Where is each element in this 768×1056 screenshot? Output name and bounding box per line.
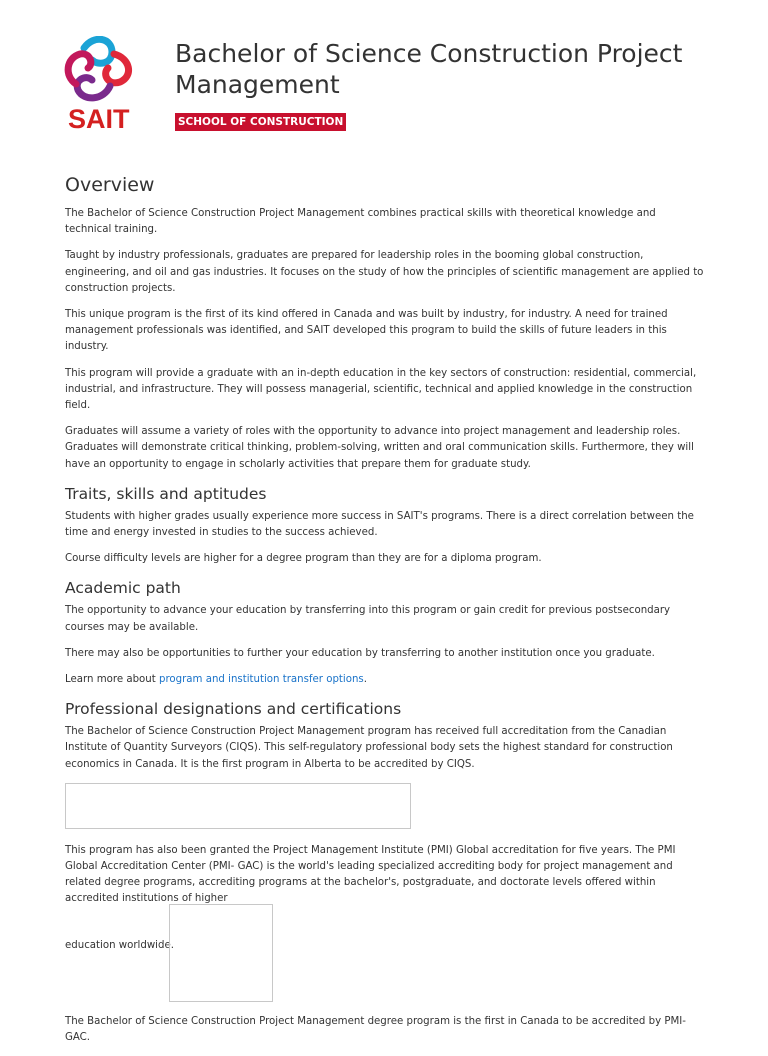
overview-paragraph: Taught by industry professionals, graduates are prepared for leadership roles in the booming global construction, engineering, and oil and gas industries. It focuses on the study of how the principles of scientific management are applied to construction projects. xyxy=(65,250,704,294)
traits-paragraph: Course difficulty levels are higher for a degree program than they are for a diploma program. xyxy=(65,553,542,565)
academic-path-heading: Academic path xyxy=(65,579,181,598)
designations-heading: Professional designations and certifications xyxy=(65,700,402,719)
learn-more-line xyxy=(65,672,705,688)
learn-more-suffix: . xyxy=(363,674,367,686)
overview-heading: Overview xyxy=(65,174,155,196)
main-content xyxy=(65,172,705,1056)
transfer-options-link[interactable]: program and institution transfer options xyxy=(158,674,364,686)
overview-paragraph: Graduates will assume a variety of roles with the opportunity to advance into project management and leadership roles. Graduates will demonstrate critical thinking, problem-solving, written and oral communication skills. Furthermore, they will have an opportunity to engage in scholarly activities that prepare them for graduate study. xyxy=(65,426,694,470)
learn-more-prefix: Learn more about xyxy=(65,674,159,686)
pmi-paragraph: This program has also been granted the Project Management Institute (PMI) Global accreditation for five years. The PMI Global Accreditation Center (PMI- GAC) is the world's leading specialized accrediting body for project management and related degree programs, accrediting programs at the bachelor's, postgraduate, and doctorate levels offered within accredited institutions of higher xyxy=(65,844,676,905)
school-badge[interactable]: SCHOOL OF CONSTRUCTION xyxy=(175,113,346,131)
pmi-paragraph-tail: education worldwide. xyxy=(65,939,174,951)
pmi-image-placeholder xyxy=(169,904,273,1002)
ciqs-paragraph: The Bachelor of Science Construction Project Management program has received full accreditation from the Canadian Institute of Quantity Surveyors (CIQS). This self-regulatory professional body sets the highest standard for construction economics in Canada. It is the first program in Alberta to be accredited by CIQS. xyxy=(65,726,673,770)
pmi-inline-row xyxy=(65,904,705,1004)
overview-paragraph: This unique program is the first of its kind offered in Canada and was built by industry, for industry. A need for trained management professionals was identified, and SAIT developed this program to build the skills of future leaders in this industry. xyxy=(65,309,668,353)
academic-path-paragraph: There may also be opportunities to further your education by transferring to another institution once you graduate. xyxy=(65,647,655,659)
overview-paragraph: This program will provide a graduate with an in-depth education in the key sectors of construction: residential, commercial, industrial, and infrastructure. They will possess managerial, scientific, technical and applied knowledge in the construction field. xyxy=(65,367,697,412)
logo-wordmark: SAIT xyxy=(68,104,130,134)
pmi-gac-paragraph: The Bachelor of Science Construction Project Management degree program is the first in Canada to be accredited by PMI-GAC. xyxy=(65,1015,686,1043)
page-title: Bachelor of Science Construction Project Management xyxy=(175,39,683,99)
traits-heading: Traits, skills and aptitudes xyxy=(65,484,267,503)
sait-logo-mark-icon xyxy=(62,36,138,106)
academic-path-paragraph: The opportunity to advance your education by transferring into this program or gain credit for previous postsecondary courses may be available. xyxy=(65,605,671,633)
sait-logo[interactable] xyxy=(62,36,138,132)
ciqs-image-placeholder xyxy=(65,783,411,829)
overview-paragraph: The Bachelor of Science Construction Project Management combines practical skills with theoretical knowledge and technical training. xyxy=(65,208,656,236)
traits-paragraph: Students with higher grades usually experience more success in SAIT's programs. There is a direct correlation between the time and energy invested in studies to the success achieved. xyxy=(65,510,694,539)
